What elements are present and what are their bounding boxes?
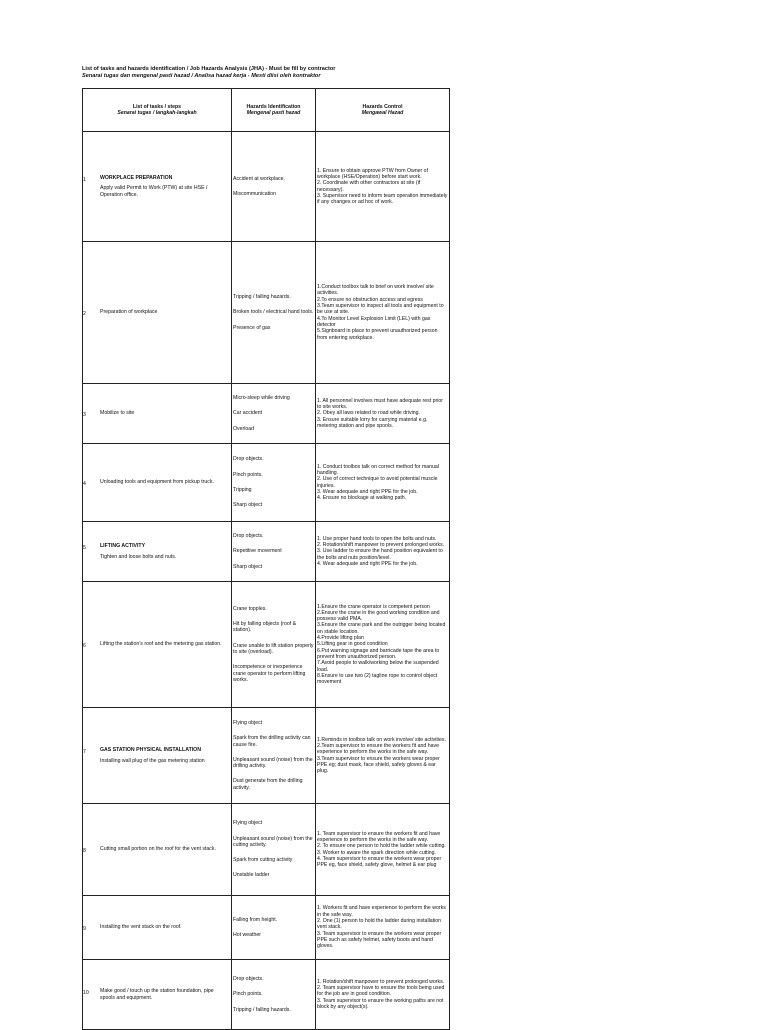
- hazard-item: Drop objects.: [233, 976, 264, 983]
- hazard-item: Tripping: [233, 487, 252, 493]
- control-item: 2. Rotation/shift manpower to prevent prolonged works.: [317, 542, 445, 549]
- step-number: 3: [83, 412, 86, 419]
- jha-table-body: [83, 132, 450, 1030]
- hazard-item: Crane topples.: [233, 605, 267, 612]
- control-item: 6.Put warning signage and barricade tape the area to prevent from unauthorized person.: [317, 647, 440, 660]
- control-item: 4.To Monitor Level Explosion Limit (LEL) with gas detector: [317, 315, 431, 328]
- column-header-tasks: [83, 89, 232, 132]
- step-number: 1: [83, 177, 86, 184]
- step-number: 4: [83, 481, 86, 488]
- step-number: 6: [83, 643, 86, 650]
- task-cell: [83, 384, 232, 444]
- control-item: 1. All personnel involves must have adequate rest prior to site works.: [317, 397, 444, 411]
- control-item: 3. Team supervisor to ensure the working paths are not block by any object(s).: [317, 997, 444, 1010]
- step-number: 8: [83, 848, 86, 855]
- hazard-item: Broken tools / electrical hand tools.: [233, 309, 314, 316]
- control-item: 3. Wear adequate and right PPE for the job.: [317, 488, 418, 495]
- control-item: 7.Avoid people to walk/working below the suspended load.: [317, 660, 439, 673]
- table-row: [83, 444, 450, 522]
- hazard-item: Crane unable to lift station properly to site (overload).: [233, 642, 314, 655]
- controls-cell: [316, 896, 450, 960]
- hazard-item: Spark from cutting activity: [233, 857, 293, 864]
- control-item: 5.Lifting gear in good condition: [317, 641, 388, 648]
- hazard-item: Miscommunication: [233, 191, 276, 197]
- control-item: 1. Ensure to obtain approve PTW from Owner of workplace (HSE/Operation) before start work.: [317, 167, 429, 180]
- column-header-control-my: Mengawal Hazad: [361, 110, 404, 116]
- table-header-row: [83, 89, 450, 132]
- task-cell: [83, 582, 232, 708]
- section-heading: LIFTING ACTIVITY: [100, 543, 146, 550]
- controls-cell: [316, 242, 450, 384]
- controls-cell: [316, 522, 450, 582]
- task-text: Installing wall plug of the gas metering station: [100, 757, 205, 764]
- control-item: 2. To ensure one person to hold the ladder while cutting.: [317, 843, 446, 850]
- hazard-item: Flying object: [233, 820, 263, 827]
- column-header-hazards-en: Hazards Identification: [246, 103, 301, 110]
- hazards-cell: [232, 522, 316, 582]
- control-item: 1. Conduct toolbox talk on correct method for manual handling.: [317, 463, 439, 476]
- table-row: [83, 582, 450, 708]
- step-number: 5: [83, 545, 86, 552]
- hazard-item: Accident at workplace.: [233, 175, 285, 182]
- hazards-cell: [232, 708, 316, 804]
- hazard-item: Presence of gas: [233, 324, 271, 331]
- control-item: 1. Workers fit and have experience to perform the works in the safe way.: [317, 905, 446, 918]
- control-item: 1. Rotation/shift manpower to prevent prolonged works.: [317, 978, 445, 985]
- column-header-hazards-my: Mengenal pasti hazad: [246, 110, 301, 116]
- table-row: [83, 384, 450, 444]
- hazard-item: Unstable ladder: [233, 872, 270, 879]
- control-item: 3. Worker to aware the spark direction while cutting.: [317, 849, 436, 856]
- table-row: [83, 708, 450, 804]
- column-header-control-en: Hazards Control: [362, 103, 403, 110]
- task-cell: [83, 522, 232, 582]
- hazards-cell: [232, 582, 316, 708]
- controls-cell: [316, 444, 450, 522]
- table-row: [83, 242, 450, 384]
- section-heading: WORKPLACE PREPARATION: [100, 175, 173, 182]
- hazard-item: Hot weather: [233, 932, 261, 938]
- control-item: 1. Team supervisor to ensure the workers fit and have experience to perform the works in the safe way.: [317, 830, 441, 843]
- controls-cell: [316, 960, 450, 1030]
- task-cell: [83, 444, 232, 522]
- hazards-cell: [232, 960, 316, 1030]
- hazard-item: Flying object: [233, 719, 263, 726]
- task-cell: [83, 132, 232, 242]
- control-item: 2. Obey all laws related to road while driving.: [317, 410, 420, 417]
- hazard-item: Hit by falling objects (roof & station).: [233, 621, 297, 634]
- task-cell: [83, 960, 232, 1030]
- hazard-item: Falling from height.: [233, 916, 278, 923]
- control-item: 2. Coordinate with other contractors at site (if necessary).: [317, 180, 421, 193]
- task-cell: [83, 242, 232, 384]
- control-item: 3. Supervisor need to inform team operation immediately if any changes or ad hoc of work.: [317, 192, 448, 206]
- hazard-item: Tripping / falling hazards.: [233, 1006, 291, 1013]
- table-row: [83, 960, 450, 1030]
- hazards-cell: [232, 384, 316, 444]
- control-item: 2.Team supervisor to ensure the workers fit and have experience to perform the works in the safe way.: [317, 742, 439, 756]
- table-row: [83, 522, 450, 582]
- step-number: 9: [83, 926, 86, 933]
- control-item: 2. Use of correct technique to avoid potential muscle injuries.: [317, 476, 438, 489]
- hazard-item: Spark from the drilling activity can cause fire.: [233, 735, 311, 748]
- control-item: 3. Team supervisor to ensure the workers wear proper PPE such as safety helmet, safety boots and hand gloves.: [317, 930, 442, 950]
- table-row: [83, 896, 450, 960]
- hazard-item: Incompetence or inexperience crane operator to perform lifting works.: [233, 664, 306, 683]
- step-number: 7: [83, 749, 86, 756]
- document-title-malay: Senarai tugas dan mengenal pasti hazad / Analisa hazad kerja - Mesti diisi oleh kontraktor: [82, 73, 321, 79]
- hazard-item: Unpleasant sound (noise) from the cutting activity.: [233, 835, 313, 848]
- jha-table: [82, 88, 450, 1030]
- column-header-tasks-en: List of tasks / steps: [132, 103, 182, 110]
- control-item: 3. Ensure suitable lorry for carrying material e.g. metering station and pipe spools.: [317, 416, 428, 429]
- control-item: 1.Reminds in toolbox talk on work involve/ site activities.: [317, 736, 446, 743]
- task-text: Tighten and loose bolts and nuts.: [100, 553, 177, 560]
- task-text: Unloading tools and equipment from pickup truck.: [100, 479, 214, 486]
- hazard-item: Unpleasant sound (noise) from the drilling activity.: [233, 756, 313, 770]
- hazard-item: Drop objects.: [233, 533, 264, 540]
- control-item: 3. Use ladder to ensure the hand position equivalent to the bolts and nuts position/level.: [317, 548, 443, 561]
- step-number: 10: [83, 990, 89, 997]
- step-number: 2: [83, 311, 86, 318]
- control-item: 4.Provide lifting plan: [317, 635, 364, 642]
- column-header-control: [316, 89, 450, 132]
- controls-cell: [316, 582, 450, 708]
- task-text: Installing the vent stack on the roof.: [100, 924, 182, 931]
- hazard-item: Micro-sleep while driving: [233, 395, 290, 402]
- control-item: 8.Ensure to use two (2) tagline rope to control object movement: [317, 672, 438, 686]
- hazard-item: Sharp object: [233, 502, 263, 509]
- control-item: 3.Ensure the crane park and the outrigger being located on stable location.: [317, 622, 446, 635]
- control-item: 2.To ensure no obstruction access and egress: [317, 296, 423, 303]
- hazards-cell: [232, 242, 316, 384]
- document-title: List of tasks and hazards identification / Job Hazards Analysis (JHA) - Must be fill by contractor: [82, 66, 336, 72]
- control-item: 1.Ensure the crane operator is competent person: [317, 603, 430, 610]
- task-cell: [83, 804, 232, 896]
- hazard-item: Repetitive movement: [233, 548, 282, 555]
- control-item: 5.Signboard in place to prevent unauthorized person from entering workplace.: [317, 328, 438, 341]
- task-text: Preparation of workplace: [100, 309, 158, 316]
- control-item: 1.Conduct toolbox talk to brief on work involve/ site activities.: [317, 284, 434, 297]
- control-item: 3.Team supervisor to inspect all tools and equipment to be use at site.: [317, 303, 444, 316]
- control-item: 2. Team supervisor have to ensure the tools being used for the job are in good condition.: [317, 985, 445, 998]
- task-cell: [83, 896, 232, 960]
- controls-cell: [316, 708, 450, 804]
- section-heading: GAS STATION PHYSICAL INSTALLATION: [100, 747, 201, 754]
- table-row: [83, 132, 450, 242]
- task-text: Lifting the station’s roof and the metering gas station.: [100, 641, 222, 648]
- control-item: 4. Wear adequate and right PPE for the job.: [317, 560, 418, 567]
- controls-cell: [316, 132, 450, 242]
- hazards-cell: [232, 444, 316, 522]
- control-item: 2. One (1) person to hold the ladder during installation vent stack.: [317, 918, 442, 931]
- task-cell: [83, 708, 232, 804]
- control-item: 2.Ensure the crane in the good working condition and possess valid PMA.: [317, 609, 440, 623]
- task-text: Cutting small portion on the roof for the vent stack.: [100, 846, 216, 853]
- hazard-item: Drop objects.: [233, 456, 264, 463]
- control-item: 4. Ensure no blockage at walking path.: [317, 495, 407, 502]
- hazard-item: Car accident: [233, 410, 263, 417]
- document-header: [82, 66, 335, 80]
- task-text: Mobilize to site: [100, 410, 135, 417]
- hazard-item: Pinch points.: [233, 471, 263, 478]
- control-item: 1. Use proper hand tools to open the bolts and nuts.: [317, 535, 437, 542]
- hazards-cell: [232, 804, 316, 896]
- control-item: 4. Team supervisor to ensure the workers wear proper PPE eg, face shield, safety glove, helmet & ear plug: [317, 855, 442, 869]
- task-text: Apply valid Permit to Work (PTW) at site HSE / Operation office.: [100, 185, 208, 198]
- hazard-item: Overload: [233, 425, 255, 432]
- hazard-item: Sharp object: [233, 563, 263, 570]
- controls-cell: [316, 384, 450, 444]
- hazard-item: Pinch points.: [233, 991, 263, 998]
- task-text: Make good / touch up the station foundation, pipe spools and equipment.: [100, 988, 214, 1001]
- hazard-item: Tripping / falling hazards.: [233, 294, 291, 301]
- table-row: [83, 804, 450, 896]
- control-item: 3.Team supervisor to ensure the workers wear proper PPE eg; dust mask, face shield, safety gloves & ear plug.: [317, 755, 440, 775]
- hazards-cell: [232, 896, 316, 960]
- controls-cell: [316, 804, 450, 896]
- column-header-hazards: [232, 89, 316, 132]
- hazard-item: Dust generate from the drilling activity.: [233, 778, 303, 791]
- column-header-tasks-my: Senarai tugas / langkah-langkah: [117, 110, 197, 116]
- hazards-cell: [232, 132, 316, 242]
